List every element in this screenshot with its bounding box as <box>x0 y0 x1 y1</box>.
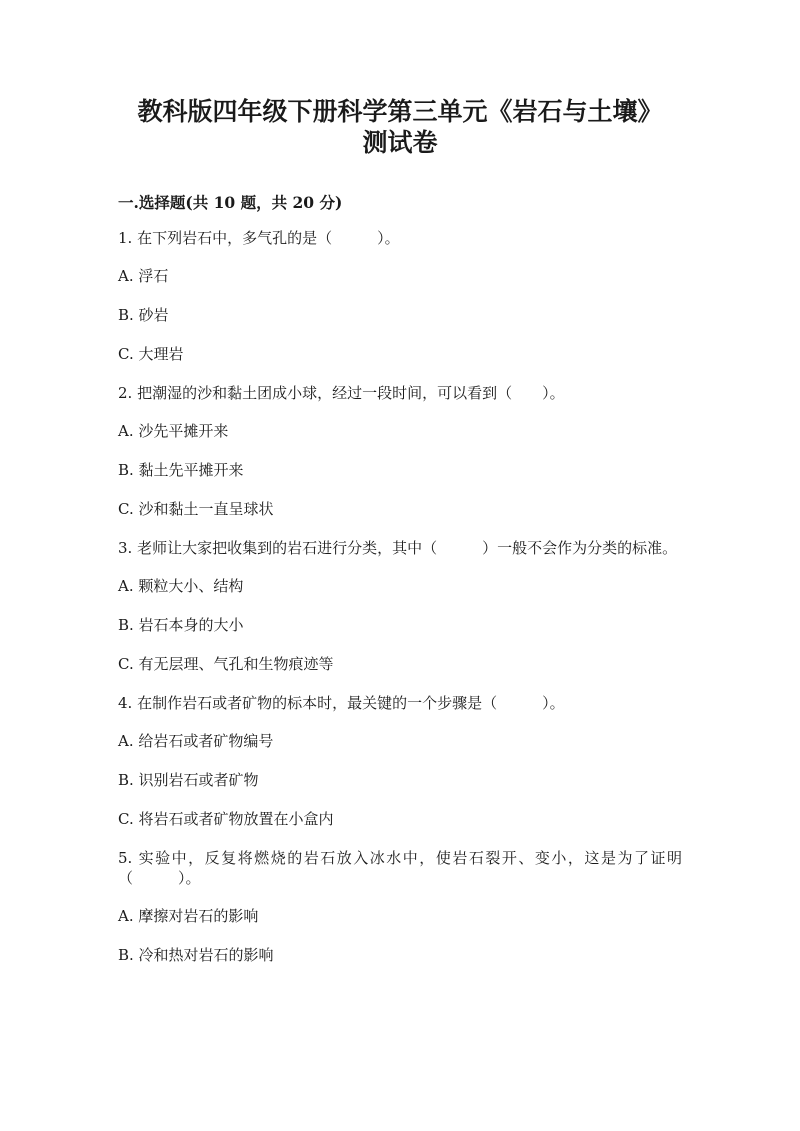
question-stem: 5. 实验中，反复将燃烧的岩石放入冰水中，使岩石裂开、变小，这是为了证明（ ）。 <box>118 849 682 887</box>
question-stem: 3. 老师让大家把收集到的岩石进行分类，其中（ ）一般不会作为分类的标准。 <box>118 539 678 557</box>
question-3 <box>118 538 682 674</box>
page-title: 教科版四年级下册科学第三单元《岩石与土壤》测试卷 <box>137 97 663 157</box>
option-a: A. 摩擦对岩石的影响 <box>118 907 259 925</box>
option-a: A. 给岩石或者矿物编号 <box>118 732 274 750</box>
question-1 <box>118 228 682 364</box>
question-stem: 1. 在下列岩石中，多气孔的是（ ）。 <box>118 229 400 247</box>
option-a: A. 沙先平摊开来 <box>118 422 229 440</box>
option-c: C. 有无层理、气孔和生物痕迹等 <box>118 655 334 673</box>
option-c: C. 将岩石或者矿物放置在小盒内 <box>118 810 334 828</box>
option-c: C. 大理岩 <box>118 345 184 363</box>
option-b: B. 砂岩 <box>118 306 169 324</box>
question-2 <box>118 383 682 519</box>
option-b: B. 冷和热对岩石的影响 <box>118 946 274 964</box>
option-b: B. 识别岩石或者矿物 <box>118 771 259 789</box>
question-5 <box>118 848 682 965</box>
option-a: A. 颗粒大小、结构 <box>118 577 244 595</box>
question-4 <box>118 693 682 829</box>
option-b: B. 岩石本身的大小 <box>118 616 244 634</box>
option-c: C. 沙和黏土一直呈球状 <box>118 500 274 518</box>
option-a: A. 浮石 <box>118 267 169 285</box>
question-stem: 4. 在制作岩石或者矿物的标本时，最关键的一个步骤是（ ）。 <box>118 694 565 712</box>
option-b: B. 黏土先平摊开来 <box>118 461 244 479</box>
question-stem: 2. 把潮湿的沙和黏土团成小球，经过一段时间，可以看到（ ）。 <box>118 384 565 402</box>
section-heading: 一.选择题(共 10 题，共 20 分) <box>118 193 343 212</box>
